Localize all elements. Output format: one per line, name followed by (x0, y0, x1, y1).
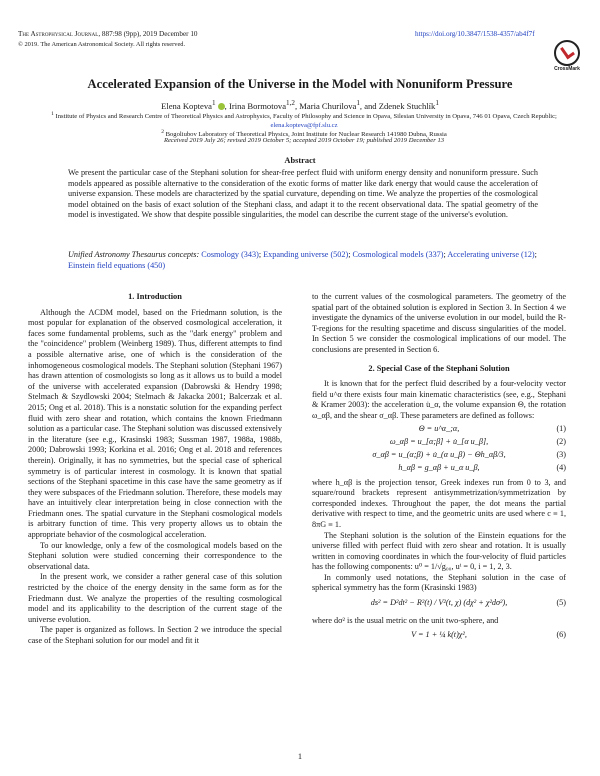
paragraph: The paper is organized as follows. In Section 2 we introduce the special case of the Stephani solution for our model and fit it (28, 625, 282, 645)
keyword-link[interactable]: Cosmological models (337) (352, 250, 444, 259)
equation: Θ = u^α_;α, (1) (418, 423, 566, 433)
equation: V = 1 + ¼ k(t)χ², (6) (411, 629, 566, 639)
equation: ds² = D²dt² − R²(t) / V²(t, χ) (dχ² + χ²dσ²), (5) (370, 598, 566, 608)
paper-title: Accelerated Expansion of the Universe in the Model with Nonuniform Pressure (87, 77, 513, 91)
equation: σ_αβ = u_(α;β) + u̇_(α u_β) − Θh_αβ/3, (3) (372, 449, 566, 459)
keyword-link[interactable]: Accelerating universe (12) (447, 250, 535, 259)
author-list: Elena Kopteva$^1$ , Irina Bormotova$^{1,2}$, Maria Churilova$^1$, and Zdenek Stuchlík$^1$ (161, 99, 439, 111)
crossmark-logo[interactable]: CrossMark (552, 40, 582, 72)
paragraph: where h_αβ is the projection tensor, Greek indexes run from 0 to 3, and square/round brackets represent antisymmetrization/symmetrization by corresponded indexes. Throughout the paper, the dot means the partial derivative with respect to time, and the geometric units are used where c ≡ 1, 8πG ≡ 1. (312, 477, 566, 529)
keyword-link[interactable]: Einstein field equations (450) (68, 260, 166, 270)
equation: h_αβ = g_αβ + u_α u_β, (4) (398, 462, 566, 472)
journal-name: The Astrophysical Journal (18, 30, 99, 38)
right-column (312, 292, 566, 643)
affiliation-1: $^1$ Institute of Physics and Research Centre of Theoretical Physics and Astrophysics, Faculty of Philosophy and Science in Opava, Silesian University in Opava, 746 01 Opava, Czech Republic; elena.kopteva@fpf.slu.cz (51, 111, 557, 129)
keywords: Unified Astronomy Thesaurus concepts: Cosmology (343); Expanding universe (502); Cosmological models (337); Accelerating universe (12); Einstein field equations (450) (68, 250, 537, 270)
copyright: © 2019. The American Astronomical Society. All rights reserved. (18, 41, 186, 48)
equation: ω_αβ = u_[α;β] + u̇_[α u_β], (2) (389, 436, 566, 446)
affiliation-2: $^2$ Bogoliubov Laboratory of Theoretical Physics, Joint Institute for Nuclear Research 141980 Dubna, Russia (161, 129, 447, 139)
paragraph: To our knowledge, only a few of the cosmological models based on the Stephani solution were studied concerning their correspondence to the observational data. (28, 540, 282, 571)
paragraph: to the current values of the cosmological parameters. The geometry of the spatial part of the obtained solution is explored in Section 3. In Section 4 we investigate the dynamics of the universe evolution in our model, build the R-T-regions for the resulting spacetime and discuss singularities of the model. In Section 5 we consider the cosmological implications of our model. The conclusions are presented in Section 6. (312, 292, 566, 354)
keyword-link[interactable]: Cosmology (343) (201, 250, 259, 259)
paragraph: It is known that for the perfect fluid described by a four-velocity vector field u^α there exists four main kinematic characteristics (see, e.g., Stephani & Kramer 2003): the acceleration u̇_α, the volume expansion Θ, the rotation ω_αβ, and the shear σ_αβ. These parameters are defined as follows: (312, 379, 566, 420)
abstract-text: We present the particular case of the Stephani solution for shear-free perfect fluid with uniform energy density and nonuniform pressure. Such models appeared as possible alternative to the consideration of the exotic forms of matter like dark energy that would cause the acceleration of universe expansion. These models are characterized by the spatial curvature, depending on time. We analyze the properties of the cosmological model obtained on the basis of exact solution of the Stephani class, and adapt it to the recent observational data. The spatial geometry of the model is investigated. We show that despite possible singularities, the model can describe the current stage of the universe's evolution. (68, 168, 538, 220)
paragraph: where dσ² is the usual metric on the unit two-sphere, and (312, 616, 499, 626)
paragraph: In the present work, we consider a rather general case of this solution restricted by the choice of the energy density in the same form as for the Friedmann dust. We analyze the properties of the resulting cosmological model and its applicability to the description of the current stage of the universe evolution. (28, 572, 282, 624)
page-number: 1 (297, 752, 303, 761)
paragraph: The Stephani solution is the solution of the Einstein equations for the universe filled with perfect fluid with zero shear and rotation. It is usually written in comoving coordinates in which the four-velocity of fluid particles has the following components: u⁰ = 1/√g₀₀, uⁱ = 0, i = 1, 2, 3. (312, 530, 566, 572)
section-heading: 2. Special Case of the Stephani Solution (368, 363, 510, 373)
left-column (28, 292, 282, 647)
paragraph: Although the ΛCDM model, based on the Friedmann solution, is the most popular for explanation of the observed cosmological acceleration, it faces some fundamental problems, such as the "dark energy" problem and the "coincidence" problem (Weinberg 1989). Thus, different attempts to find a possible alternative arise, one of which is the consideration of the inhomogeneous cosmological models. The Stephani solution (Stephani 1967) has drawn attention of cosmologists so long as it allows us to build a model of the universe with accelerated expansion (Dabrowski & Hendry 1998; Stelmach & Szydlowski 2004; Stelmach & Jakacka 2001; Balcerzak et al. 2015; Ong et al. 2018). This is a nonstatic solution for the expanding perfect fluid with zero shear and rotation, which contains the known Friedmann solution as a particular case. The Stephani solution was discussed extensively in the literature (see e.g., Krasinski 1983; Sussman 1987, 1988a, 1988b, 2000; Dabrowski 1993; Korkina et al. 2016; Ong et al. 2018 and references therein). Originally, it has no symmetries, but the special case of spherical symmetry is of particular interest in cosmology. It is known that spatial sections of the Stephani spacetime in this case have the same geometry as if they were subspaces of the Friedmann solution. Therefore, these models may have an intuitively clear interpretation being in close connection with the Friedmann ones. The spatial curvature in the Stephani cosmological models is arbitrary function of time. This very property allows us to obtain the appropriate behavior of the cosmological acceleration. (28, 307, 282, 540)
keyword-link[interactable]: Expanding universe (502) (263, 250, 349, 259)
crossmark-icon (554, 40, 580, 66)
abstract-heading: Abstract (284, 156, 316, 165)
email-link[interactable]: elena.kopteva@fpf.slu.cz (270, 121, 338, 129)
running-header (18, 30, 198, 39)
paragraph: In commonly used notations, the Stephani solution in the case of spherical symmetry has the form (Krasinski 1983) (312, 572, 566, 593)
section-heading: 1. Introduction (128, 292, 182, 301)
citation: , 887:98 (9pp), 2019 December 10 (98, 30, 198, 38)
dates: Received 2019 July 26; revised 2019 October 5; accepted 2019 October 19; published 2019 December 13 (163, 137, 445, 144)
doi-link[interactable]: https://doi.org/10.3847/1538-4357/ab4f7f (415, 30, 535, 38)
